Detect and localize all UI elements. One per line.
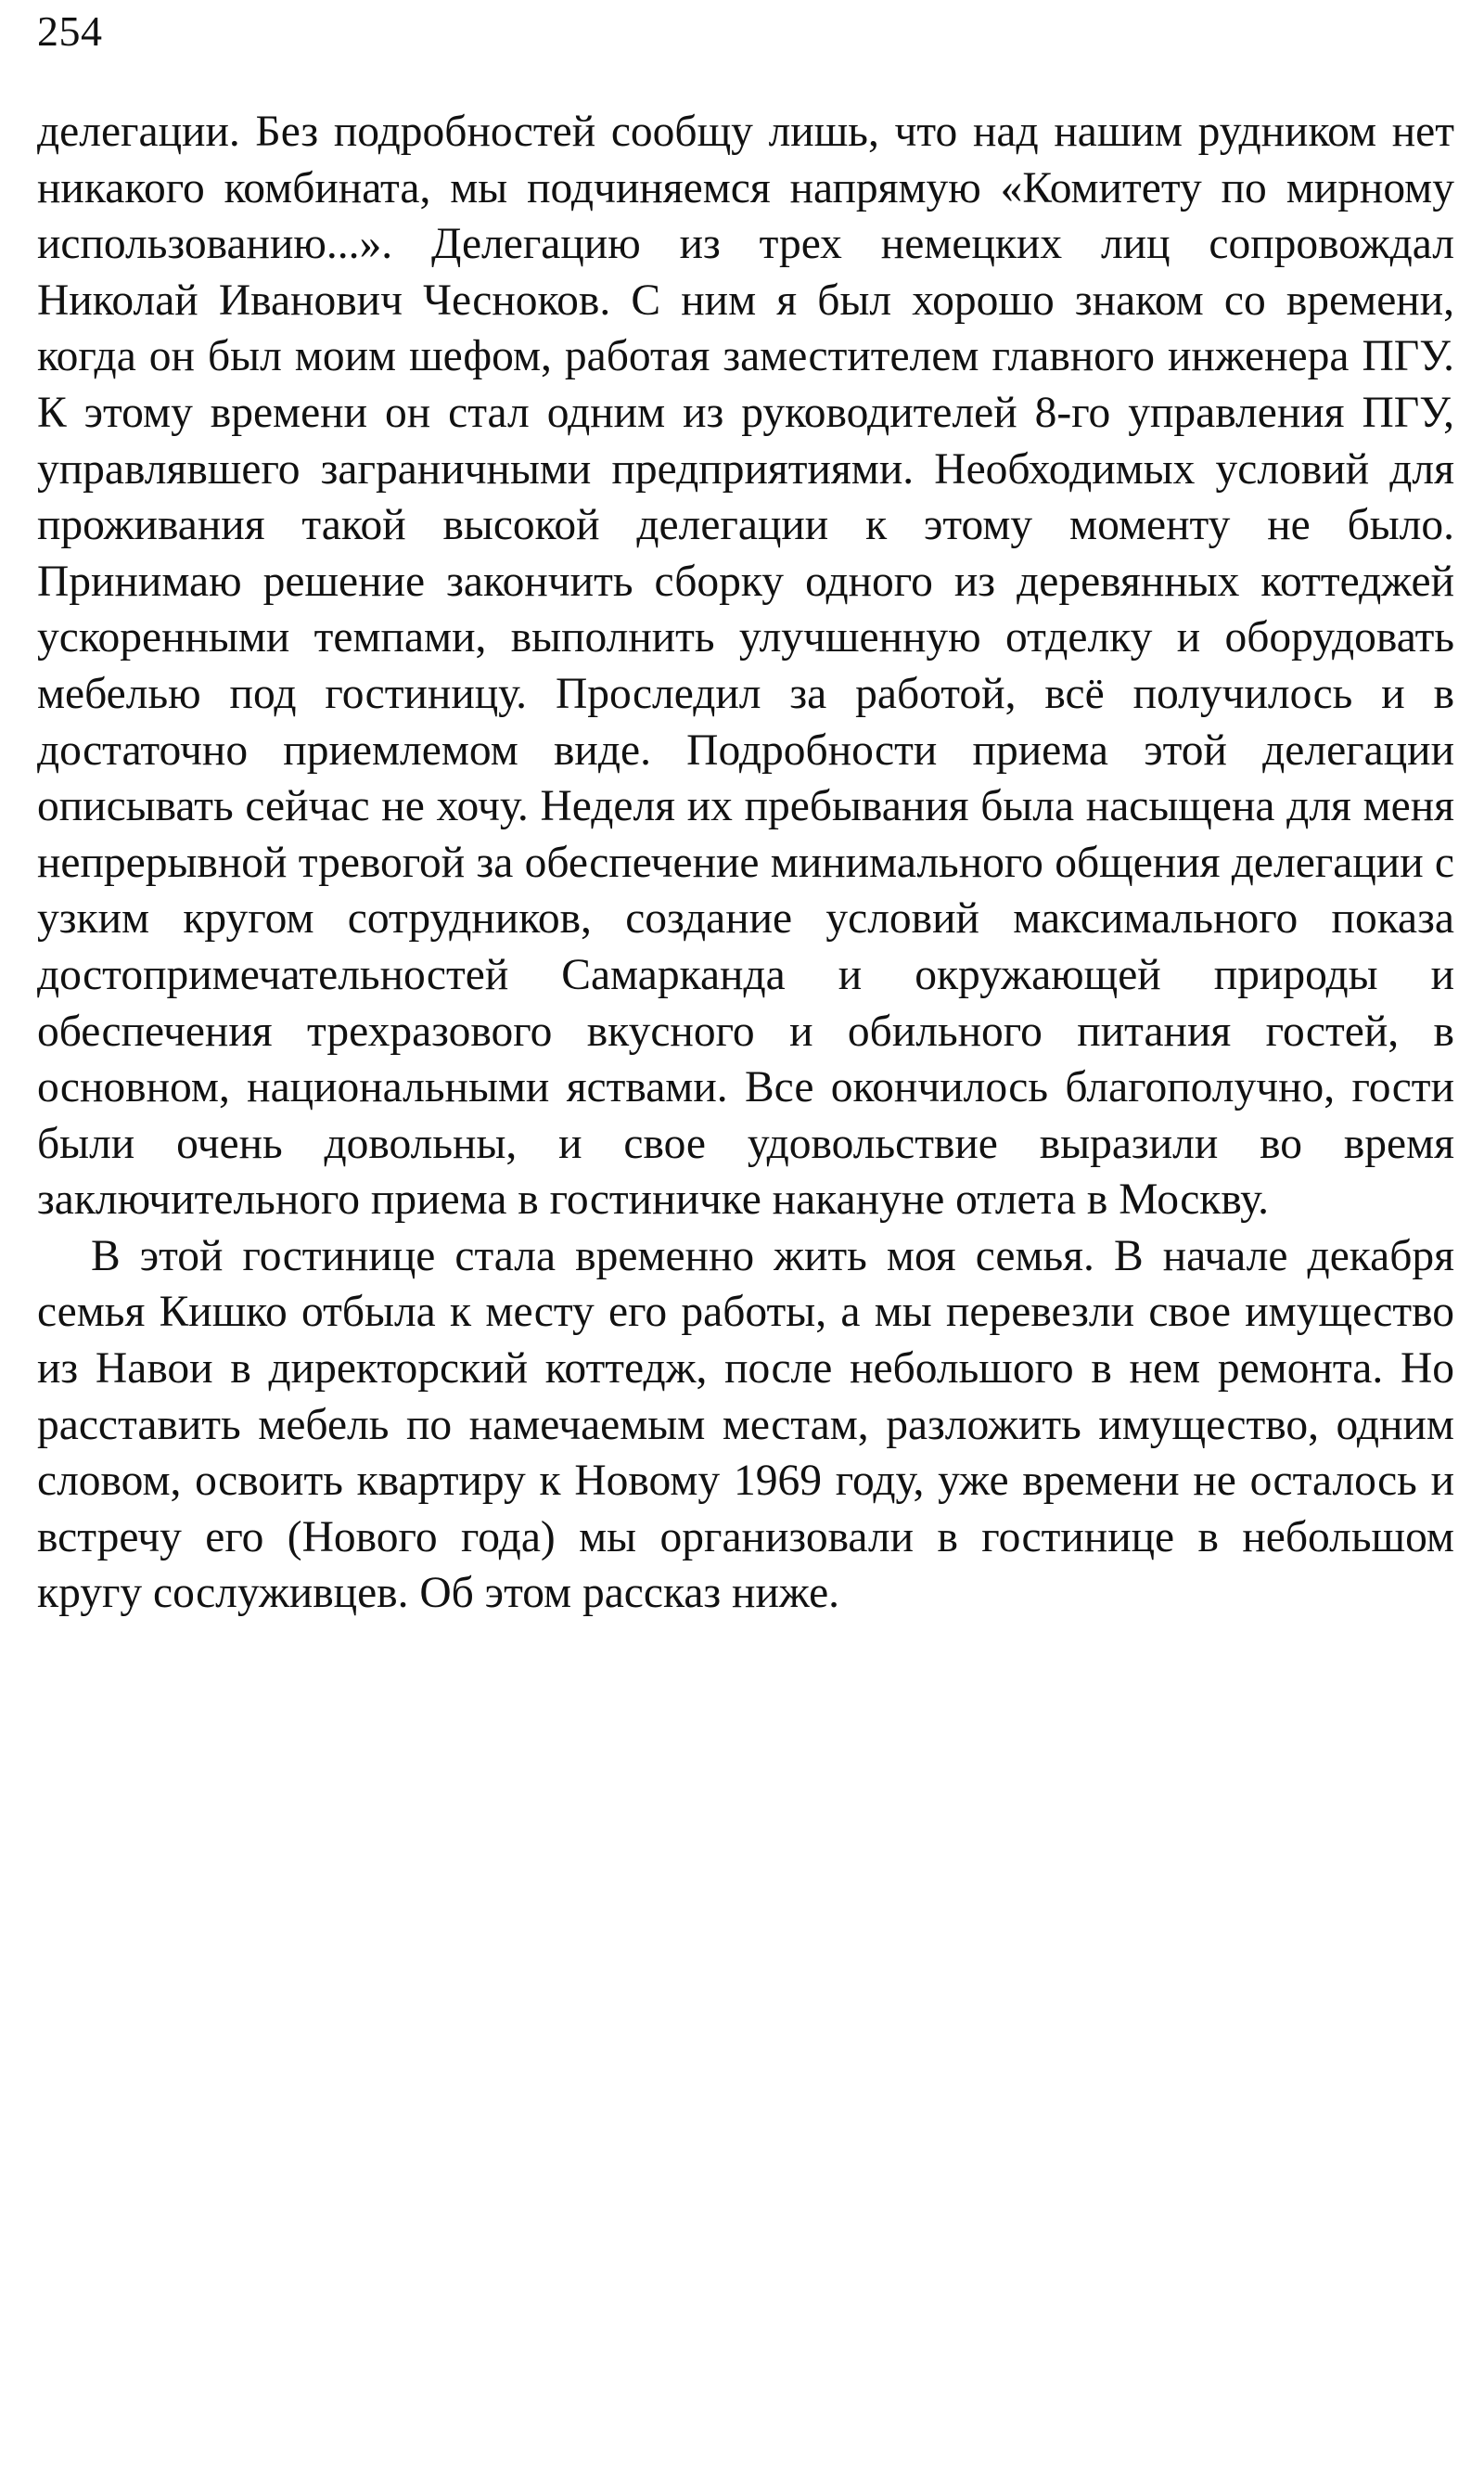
paragraph-2: В этой гостинице стала временно жить моя семья. В начале декабря семья Кишко отбыла к месту его работы, а мы перевезли свое имущество из Навои в директорский коттедж, после небольшого в нем ремонта. Но расставить мебель по намечаемым местам, разложить имущество, одним словом, освоить квартиру к Новому 1969 году, уже времени не осталось и встречу его (Нового года) мы организовали в гостинице в небольшом кругу сослуживцев. Об этом рассказ ниже.	[37, 1231, 1454, 1618]
body-text	[37, 104, 1454, 1622]
paragraph-1: делегации. Без подробностей сообщу лишь, что над нашим рудником нет никакого комбината, мы подчиняемся напрямую «Комитету по мирному использованию...». Делегацию из трех немецких лиц сопровождал Николай Иванович Чесноков. С ним я был хорошо знаком со времени, когда он был моим шефом, работая заместителем главного инженера ПГУ. К этому времени он стал одним из руководителей 8-го управления ПГУ, управлявшего заграничными предприятиями. Необходимых условий для проживания такой высокой делегации к этому моменту не было. Принимаю решение закончить сборку одного из деревянных коттеджей ускоренными темпами, выполнить улучшенную отделку и оборудовать мебелью под гостиницу. Проследил за работой, всё получилось и в достаточно приемлемом виде. Подробности приема этой делегации описывать сейчас не хочу. Неделя их пребывания была насыщена для меня непрерывной тревогой за обеспечение минимального общения делегации с узким кругом сотрудников, создание условий максимального показа достопримечательностей Самарканда и окружающей природы и обеспечения трехразового вкусного и обильного питания гостей, в основном, национальными яствами. Все окончилось благополучно, гости были очень довольны, и свое удовольствие выразили во время заключительного приема в гостиничке накануне отлета в Москву.	[37, 108, 1454, 1225]
page-number: 254	[37, 7, 103, 55]
